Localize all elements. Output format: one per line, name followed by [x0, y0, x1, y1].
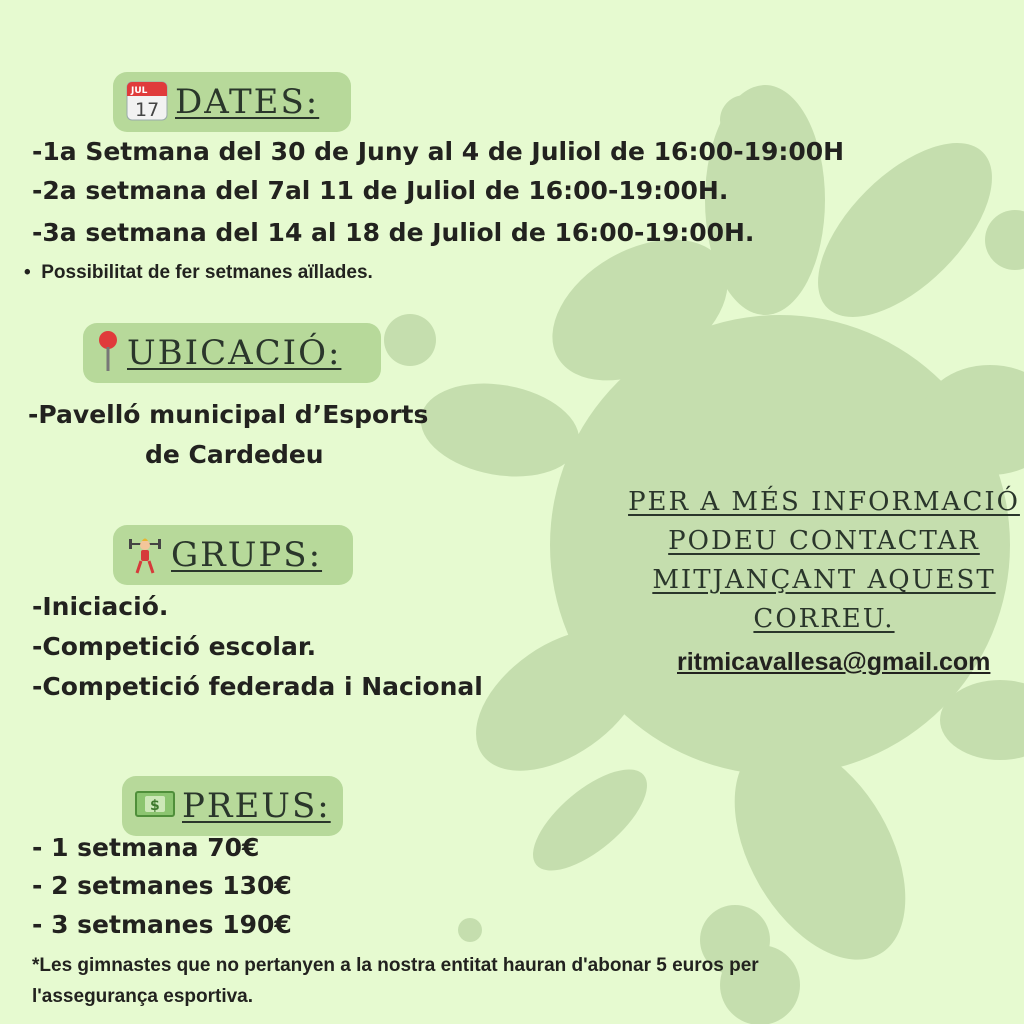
- dates-heading: DATES:: [175, 82, 320, 122]
- contact-line-2: PODEU CONTACTAR: [668, 526, 980, 556]
- preus-heading-pill: [122, 776, 343, 836]
- grups-heading-pill: [113, 525, 353, 585]
- grups-line-1: -Iniciació.: [32, 592, 169, 621]
- grups-heading: GRUPS:: [171, 535, 323, 575]
- preus-footnote-2: l'assegurança esportiva.: [32, 986, 254, 1007]
- ubicacio-heading-pill: [83, 323, 381, 383]
- contact-email-link[interactable]: ritmicavallesa@gmail.com: [677, 648, 991, 676]
- preus-line-1: - 1 setmana 70€: [32, 833, 260, 862]
- preus-line-3: - 3 setmanes 190€: [32, 910, 292, 939]
- bullet: •: [24, 262, 42, 283]
- contact-line-3: MITJANÇANT AQUEST: [652, 565, 996, 595]
- contact-line-4: CORREU.: [753, 604, 895, 634]
- svg-text:JUL: JUL: [131, 85, 148, 96]
- calendar-icon: [125, 78, 169, 127]
- grups-line-3: -Competició federada i Nacional: [32, 672, 483, 701]
- ubicacio-line-2: de Cardedeu: [145, 440, 324, 469]
- preus-heading: PREUS:: [182, 786, 331, 826]
- svg-text:17: 17: [135, 98, 160, 121]
- weightlifter-icon: [125, 531, 165, 580]
- money-icon: [134, 786, 176, 827]
- dates-line-2: -2a setmana del 7al 11 de Juliol de 16:00-19:00H.: [32, 176, 729, 205]
- dates-line-1: -1a Setmana del 30 de Juny al 4 de Juliol de 16:00-19:00H: [32, 137, 845, 166]
- ubicacio-heading: UBICACIÓ:: [127, 333, 342, 373]
- preus-footnote-1: *Les gimnastes que no pertanyen a la nostra entitat hauran d'abonar 5 euros per: [32, 955, 759, 976]
- ubicacio-line-1: -Pavelló municipal d’Esports: [28, 400, 429, 429]
- dates-note: [24, 262, 373, 284]
- dates-note-text: Possibilitat de fer setmanes aïllades.: [41, 262, 373, 283]
- dates-heading-pill: [113, 72, 351, 132]
- preus-line-2: - 2 setmanes 130€: [32, 871, 292, 900]
- dates-line-3: -3a setmana del 14 al 18 de Juliol de 16:00-19:00H.: [32, 218, 755, 247]
- contact-info: [614, 483, 1024, 639]
- contact-line-1: PER A MÉS INFORMACIÓ: [628, 487, 1020, 517]
- svg-text:$: $: [150, 797, 160, 814]
- pin-icon: [95, 329, 121, 378]
- grups-line-2: -Competició escolar.: [32, 632, 317, 661]
